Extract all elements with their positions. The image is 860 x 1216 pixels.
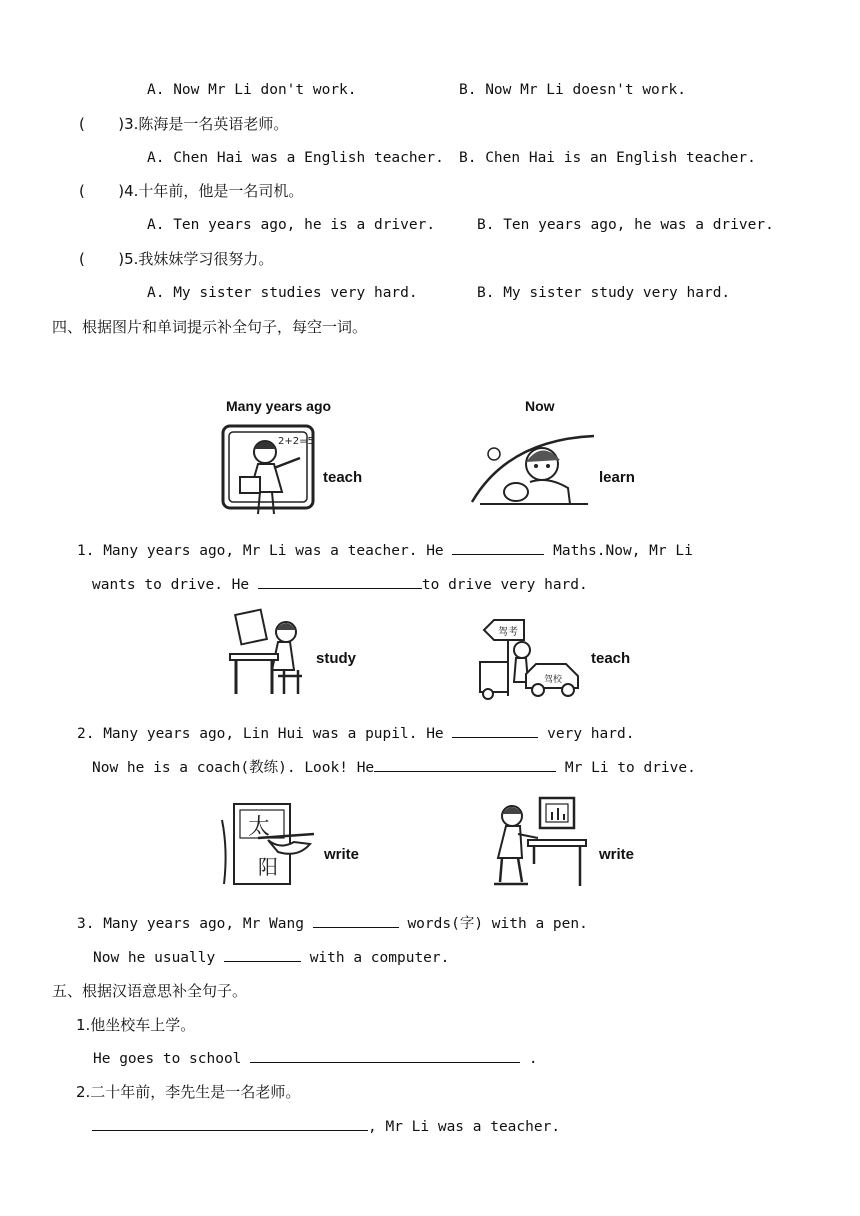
svg-text:阳: 阳 — [258, 855, 278, 879]
q5-option-b: B. My sister study very hard. — [477, 285, 731, 301]
q2-option-b: B. Now Mr Li doesn't work. — [459, 82, 686, 98]
blank-5-1[interactable] — [250, 1048, 520, 1063]
sentence-3-line-2: Now he usually with a computer. — [93, 947, 449, 968]
q5-prompt: ( )5.我妹妹学习很努力。 — [79, 250, 274, 268]
hint-teach-2: teach — [591, 650, 631, 667]
part5-heading: 五、根据汉语意思补全句子。 — [52, 982, 248, 1000]
q3-option-b: B. Chen Hai is an English teacher. — [459, 150, 756, 166]
blank-2a[interactable] — [452, 723, 538, 738]
hint-learn: learn — [599, 469, 635, 486]
blank-1a[interactable] — [452, 540, 544, 555]
blank-1b[interactable] — [258, 574, 422, 589]
sentence-1-line-2: wants to drive. He to drive very hard. — [92, 574, 588, 595]
svg-text:驾校: 驾校 — [544, 675, 563, 685]
hint-write-2: write — [599, 846, 635, 863]
svg-text:驾考: 驾考 — [498, 627, 518, 638]
blank-3a[interactable] — [313, 913, 399, 928]
driving-picture — [468, 432, 596, 510]
q4-prompt: ( )4.十年前，他是一名司机。 — [79, 182, 304, 200]
computer-user-picture — [488, 794, 590, 890]
hint-study: study — [316, 650, 357, 667]
part5-q2-sentence: , Mr Li was a teacher. — [92, 1116, 560, 1137]
driving-coach-picture — [476, 616, 584, 700]
blank-3b[interactable] — [224, 947, 301, 962]
label-many-years-ago: Many years ago — [226, 398, 332, 414]
q3-option-a: A. Chen Hai was a English teacher. — [147, 150, 444, 166]
part5-q2-prompt: 2.二十年前，李先生是一名老师。 — [76, 1083, 301, 1101]
blank-2b[interactable] — [374, 757, 556, 772]
sentence-2-line-1: 2. Many years ago, Lin Hui was a pupil. He very hard. — [77, 723, 634, 744]
q4-option-b: B. Ten years ago, he was a driver. — [477, 217, 774, 233]
student-studying-picture — [228, 608, 312, 698]
hint-write: write — [324, 846, 360, 863]
label-now: Now — [525, 398, 555, 414]
q2-option-a: A. Now Mr Li don't work. — [147, 82, 357, 98]
teacher-board-picture — [220, 422, 320, 518]
part5-q1-prompt: 1.他坐校车上学。 — [76, 1016, 196, 1034]
q5-option-a: A. My sister studies very hard. — [147, 285, 418, 301]
svg-text:2+2=5: 2+2=5 — [278, 436, 314, 447]
blank-5-2[interactable] — [92, 1116, 368, 1131]
sentence-2-line-2: Now he is a coach(教练). Look! He Mr Li to drive. — [92, 757, 696, 778]
part5-q1-sentence: He goes to school . — [93, 1048, 538, 1069]
part4-heading: 四、根据图片和单词提示补全句子，每空一词。 — [52, 318, 368, 336]
svg-text:太: 太 — [248, 815, 271, 840]
hint-teach: teach — [323, 469, 363, 486]
writing-with-pen-picture — [218, 800, 318, 888]
q3-prompt: ( )3.陈海是一名英语老师。 — [79, 115, 289, 133]
sentence-1-line-1: 1. Many years ago, Mr Li was a teacher. He Maths.Now, Mr Li — [77, 540, 693, 561]
sentence-3-line-1: 3. Many years ago, Mr Wang words(字) with a pen. — [77, 913, 588, 934]
q4-option-a: A. Ten years ago, he is a driver. — [147, 217, 436, 233]
